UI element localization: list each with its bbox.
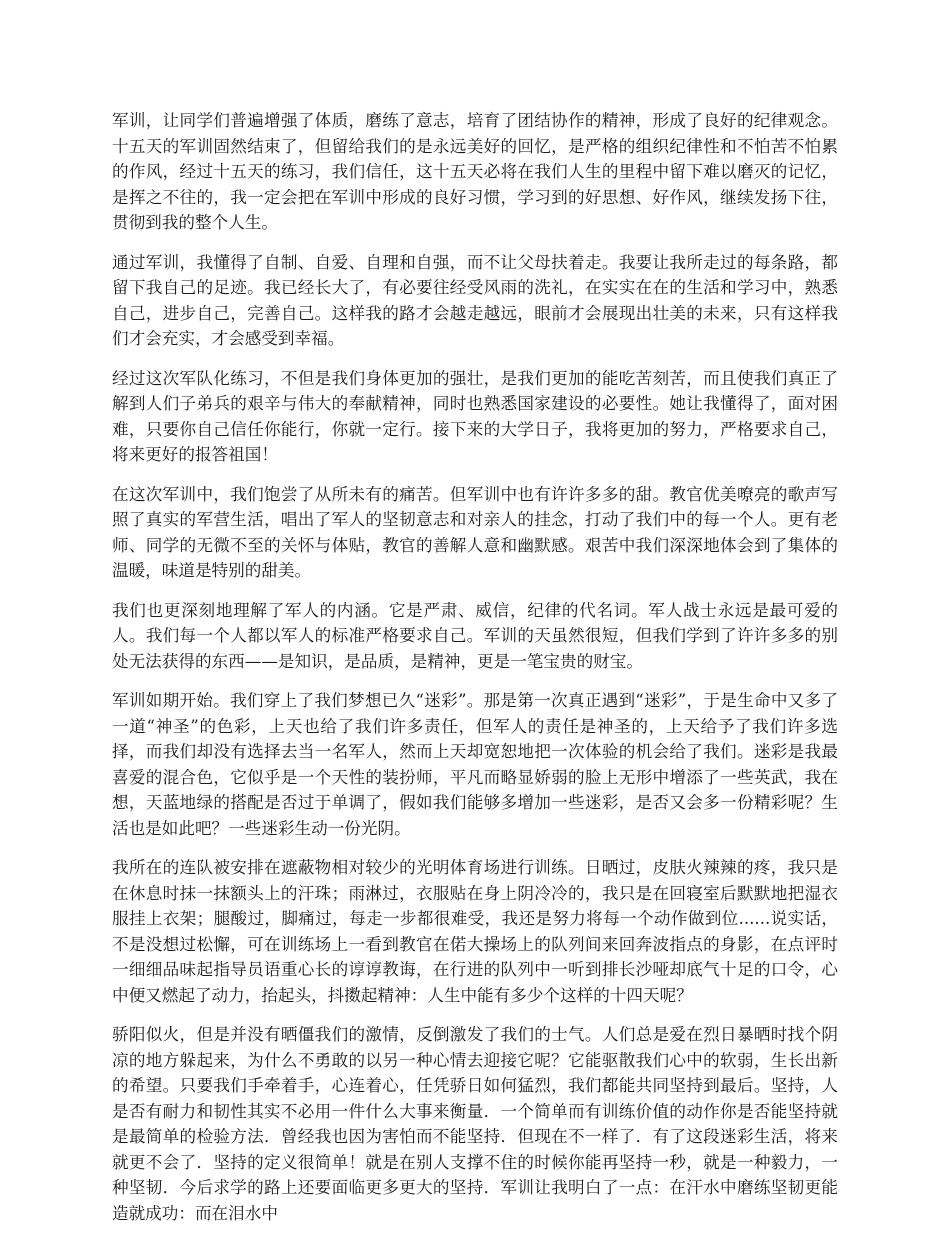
document-body xyxy=(112,108,838,1240)
paragraph-7: 我所在的连队被安排在遮蔽物相对较少的光明体育场进行训练。日晒过，皮肤火辣辣的疼，我只是在休息时抹一抹额头上的汗珠；雨淋过，衣服贴在身上阴冷冷的，我只是在回寝室后默默地把湿衣服挂上衣架；腿酸过，脚痛过，每走一步都很难受，我还是努力将每一个动作做到位......说实话，不是没想过松懈，可在训练场上一看到教官在偌大操场上的队列间来回奔波指点的身影，在点评时一细细品味起指导员语重心长的谆谆教诲，在行进的队列中一听到排长沙哑却底气十足的口令，心中便又燃起了动力，抬起头，抖擞起精神：人生中能有多少个这样的十四天呢？ xyxy=(112,858,838,1005)
paragraph-3: 经过这次军队化练习，不但是我们身体更加的强壮，是我们更加的能吃苦刻苦，而且使我们真正了解到人们子弟兵的艰辛与伟大的奉献精神，同时也熟悉国家建设的必要性。她让我懂得了，面对困难，只要你自己信任你能行，你就一定行。接下来的大学日子，我将更加的努力，严格要求自己，将来更好的报答祖国！ xyxy=(112,368,838,464)
paragraph-8: 骄阳似火，但是并没有晒僵我们的激情，反倒激发了我们的士气。人们总是爱在烈日暴晒时找个阴凉的地方躲起来，为什么不勇敢的以另一种心情去迎接它呢？它能驱散我们心中的软弱，生长出新的希望。只要我们手牵着手，心连着心，任凭骄日如何猛烈，我们都能共同坚持到最后。坚持，人是否有耐力和韧性其实不必用一件什么大事来衡量．一个简单而有训练价值的动作你是否能坚持就是最简单的检验方法．曾经我也因为害怕而不能坚持．但现在不一样了．有了这段迷彩生活，将来就更不会了．坚持的定义很简单！就是在别人支撑不住的时候你能再坚持一秒，就是一种毅力，一种坚韧．今后求学的路上还要面临更多更大的坚持．军训让我明白了一点：在汗水中磨练坚韧更能造就成功：而在泪水中 xyxy=(112,1025,838,1223)
paragraph-4: 在这次军训中，我们饱尝了从所未有的痛苦。但军训中也有许许多多的甜。教官优美嘹亮的歌声写照了真实的军营生活，唱出了军人的坚韧意志和对亲人的挂念，打动了我们中的每一个人。更有老师、同学的无微不至的关怀与体贴，教官的善解人意和幽默感。艰苦中我们深深地体会到了集体的温暖，味道是特别的甜美。 xyxy=(112,484,838,580)
paragraph-6: 军训如期开始。我们穿上了我们梦想已久“迷彩”。那是第一次真正遇到“迷彩”，于是生命中又多了一道“神圣”的色彩，上天也给了我们许多责任，但军人的责任是神圣的，上天给予了我们许多选择，而我们却没有选择去当一名军人，然而上天却宽恕地把一次体验的机会给了我们。迷彩是我最喜爱的混合色，它似乎是一个天性的装扮师，平凡而略显娇弱的脸上无形中增添了一些英武，我在想，天蓝地绿的搭配是否过于单调了，假如我们能够多增加一些迷彩，是否又会多一份精彩呢？生活也是如此吧？一些迷彩生动一份光阴。 xyxy=(112,691,838,838)
paragraph-1: 军训，让同学们普遍增强了体质，磨练了意志，培育了团结协作的精神，形成了良好的纪律观念。十五天的军训固然结束了，但留给我们的是永远美好的回忆，是严格的组织纪律性和不怕苦不怕累的作风，经过十五天的练习，我们信任，这十五天必将在我们人生的里程中留下难以磨灭的记忆，是挥之不往的，我一定会把在军训中形成的良好习惯，学习到的好思想、好作风，继续发扬下往，贯彻到我的整个人生。 xyxy=(112,111,838,232)
paragraph-2: 通过军训，我懂得了自制、自爱、自理和自强，而不让父母扶着走。我要让我所走过的每条路，都留下我自己的足迹。我已经长大了，有必要往经受风雨的洗礼，在实实在在的生活和学习中，熟悉自己，进步自己，完善自己。这样我的路才会越走越远，眼前才会展现出壮美的未来，只有这样我们才会充实，才会感受到幸福。 xyxy=(112,252,838,348)
paragraph-5: 我们也更深刻地理解了军人的内涵。它是严肃、威信，纪律的代名词。军人战士永远是最可爱的人。我们每一个人都以军人的标准严格要求自己。军训的天虽然很短，但我们学到了许许多多的别处无法获得的东西——是知识，是品质，是精神，更是一笔宝贵的财宝。 xyxy=(112,600,838,671)
